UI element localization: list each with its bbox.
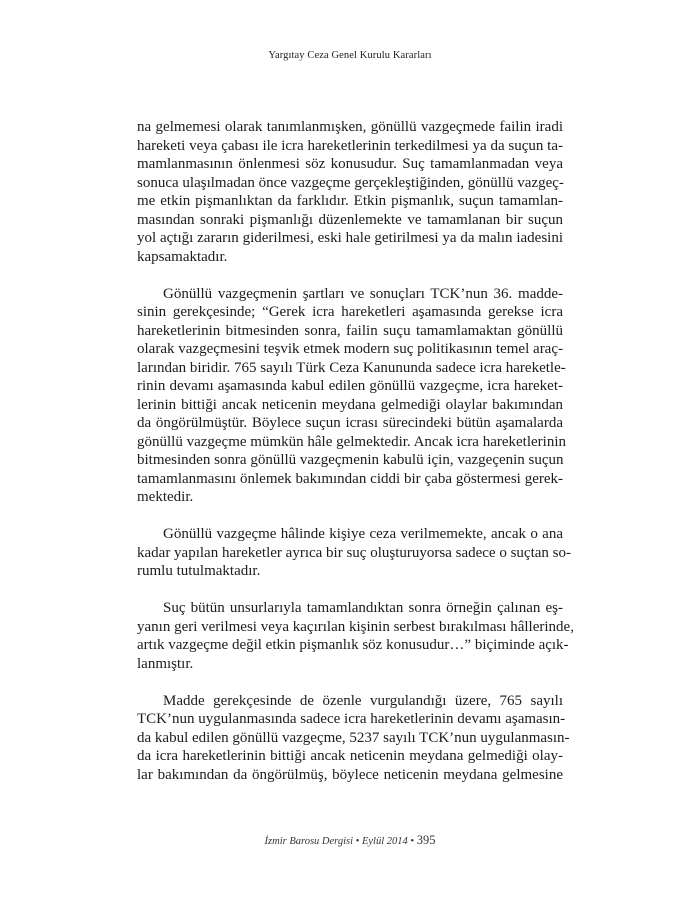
text-line: mektedir.: [137, 489, 194, 505]
paragraph-spacer: [137, 581, 563, 600]
paragraph-spacer: [137, 266, 563, 285]
text-line: sonuca ulaşılmadan önce vazgeçme gerçekleştiğinden, gönüllü vazgeç-: [137, 174, 564, 191]
paragraph-4: [137, 599, 574, 673]
text-line: kadar yapılan hareketler ayrıca bir suç oluşturuyorsa sadece o suçtan so-: [137, 544, 571, 561]
text-line: Gönüllü vazgeçme hâlinde kişiye ceza verilmemekte, ancak o ana: [163, 526, 563, 542]
text-line: olarak vazgeçmesini teşvik etmek modern suç politikasının temel araç-: [137, 341, 563, 357]
header-title: Yargıtay Ceza Genel Kurulu Kararları: [268, 50, 432, 61]
body-text: [137, 118, 574, 784]
text-line: tamamlanmasını önlemek bakımından ciddi bir çaba göstermesi gerek-: [137, 470, 563, 487]
text-line: Madde gerekçesinde de özenle vurgulandığı üzere, 765 sayılı: [163, 692, 563, 709]
text-line: na gelmemesi olarak tanımlanmışken, gönüllü vazgeçmede failin iradi: [137, 119, 563, 135]
footer-separator: •: [410, 836, 415, 847]
issue-date: Eylül 2014: [361, 836, 408, 847]
text-line: Suç bütün unsurlarıyla tamamlandıktan sonra örneğin çalınan eş-: [163, 600, 563, 616]
text-line: da öngörülmüştür. Böylece suçun icrası sürecindeki bütün aşamalarda: [137, 415, 563, 431]
text-line: gönüllü vazgeçme mümkün hâle gelmektedir. Ancak icra hareketlerinin: [137, 433, 567, 450]
text-line: lerinin bittiği ancak neticenin meydana gelmediği olaylar bakımından: [137, 396, 563, 413]
running-header: [0, 50, 700, 61]
paragraph-3: [137, 525, 571, 581]
paragraph-2: [137, 285, 567, 507]
text-line: lar bakımından da öngörülmüş, böylece neticenin meydana gelmesine: [137, 766, 563, 783]
text-line: artık vazgeçme değil etkin pişmanlık söz konusudur…” biçiminde açık-: [137, 637, 569, 653]
text-line: mamlanmasının önlenmesi söz konusudur. Suç tamamlanmadan veya: [137, 156, 563, 172]
running-footer: [0, 833, 700, 848]
text-line: rumlu tutulmaktadır.: [137, 563, 261, 579]
page-number: 395: [416, 833, 436, 847]
text-line: yanın geri verilmesi veya kaçırılan kişinin serbest bırakılması hâllerinde,: [137, 618, 574, 635]
text-line: hareketlerinin bitmesinden sonra, failin suçu tamamlamaktan gönüllü: [137, 322, 563, 339]
text-line: hareketi veya çabası ile icra hareketlerinin terkedilmesi ya da suçun ta-: [137, 137, 563, 154]
paragraph-spacer: [137, 507, 563, 526]
text-line: Gönüllü vazgeçmenin şartları ve sonuçları TCK’nun 36. madde-: [163, 285, 563, 302]
text-line: masından sonraki pişmanlığı düzenlemekte ve tamamlanan bir suçun: [137, 211, 563, 228]
text-line: me etkin pişmanlıktan da farklıdır. Etkin pişmanlık, suçun tamamlan-: [137, 193, 563, 209]
text-line: da kabul edilen gönüllü vazgeçme, 5237 sayılı TCK’nun uygulanmasın-: [137, 729, 570, 746]
text-line: yol açtığı zararın giderilmesi, eski hale getirilmesi ya da malın iadesini: [137, 230, 563, 246]
text-line: rinin devamı aşamasında kabul edilen gönüllü vazgeçme, icra hareket-: [137, 378, 563, 394]
paragraph-5: [137, 692, 570, 785]
paragraph-spacer: [137, 673, 563, 692]
text-line: sinin gerekçesinde; “Gerek icra hareketleri aşamasında gerekse icra: [137, 304, 563, 320]
journal-name: İzmir Barosu Dergisi: [264, 836, 354, 847]
text-line: larından biridir. 765 sayılı Türk Ceza Kanununda sadece icra hareketle-: [137, 359, 566, 376]
paragraph-1: [137, 118, 563, 266]
text-line: kapsamaktadır.: [137, 248, 228, 265]
text-line: da icra hareketlerinin bittiği ancak neticenin meydana gelmediği olay-: [137, 748, 563, 764]
footer-separator: •: [355, 836, 360, 847]
text-line: lanmıştır.: [137, 655, 194, 672]
text-line: bitmesinden sonra gönüllü vazgeçmenin kabulü için, vazgeçenin suçun: [137, 452, 564, 468]
text-line: TCK’nun uygulanmasında sadece icra hareketlerinin devamı aşamasın-: [137, 711, 566, 727]
